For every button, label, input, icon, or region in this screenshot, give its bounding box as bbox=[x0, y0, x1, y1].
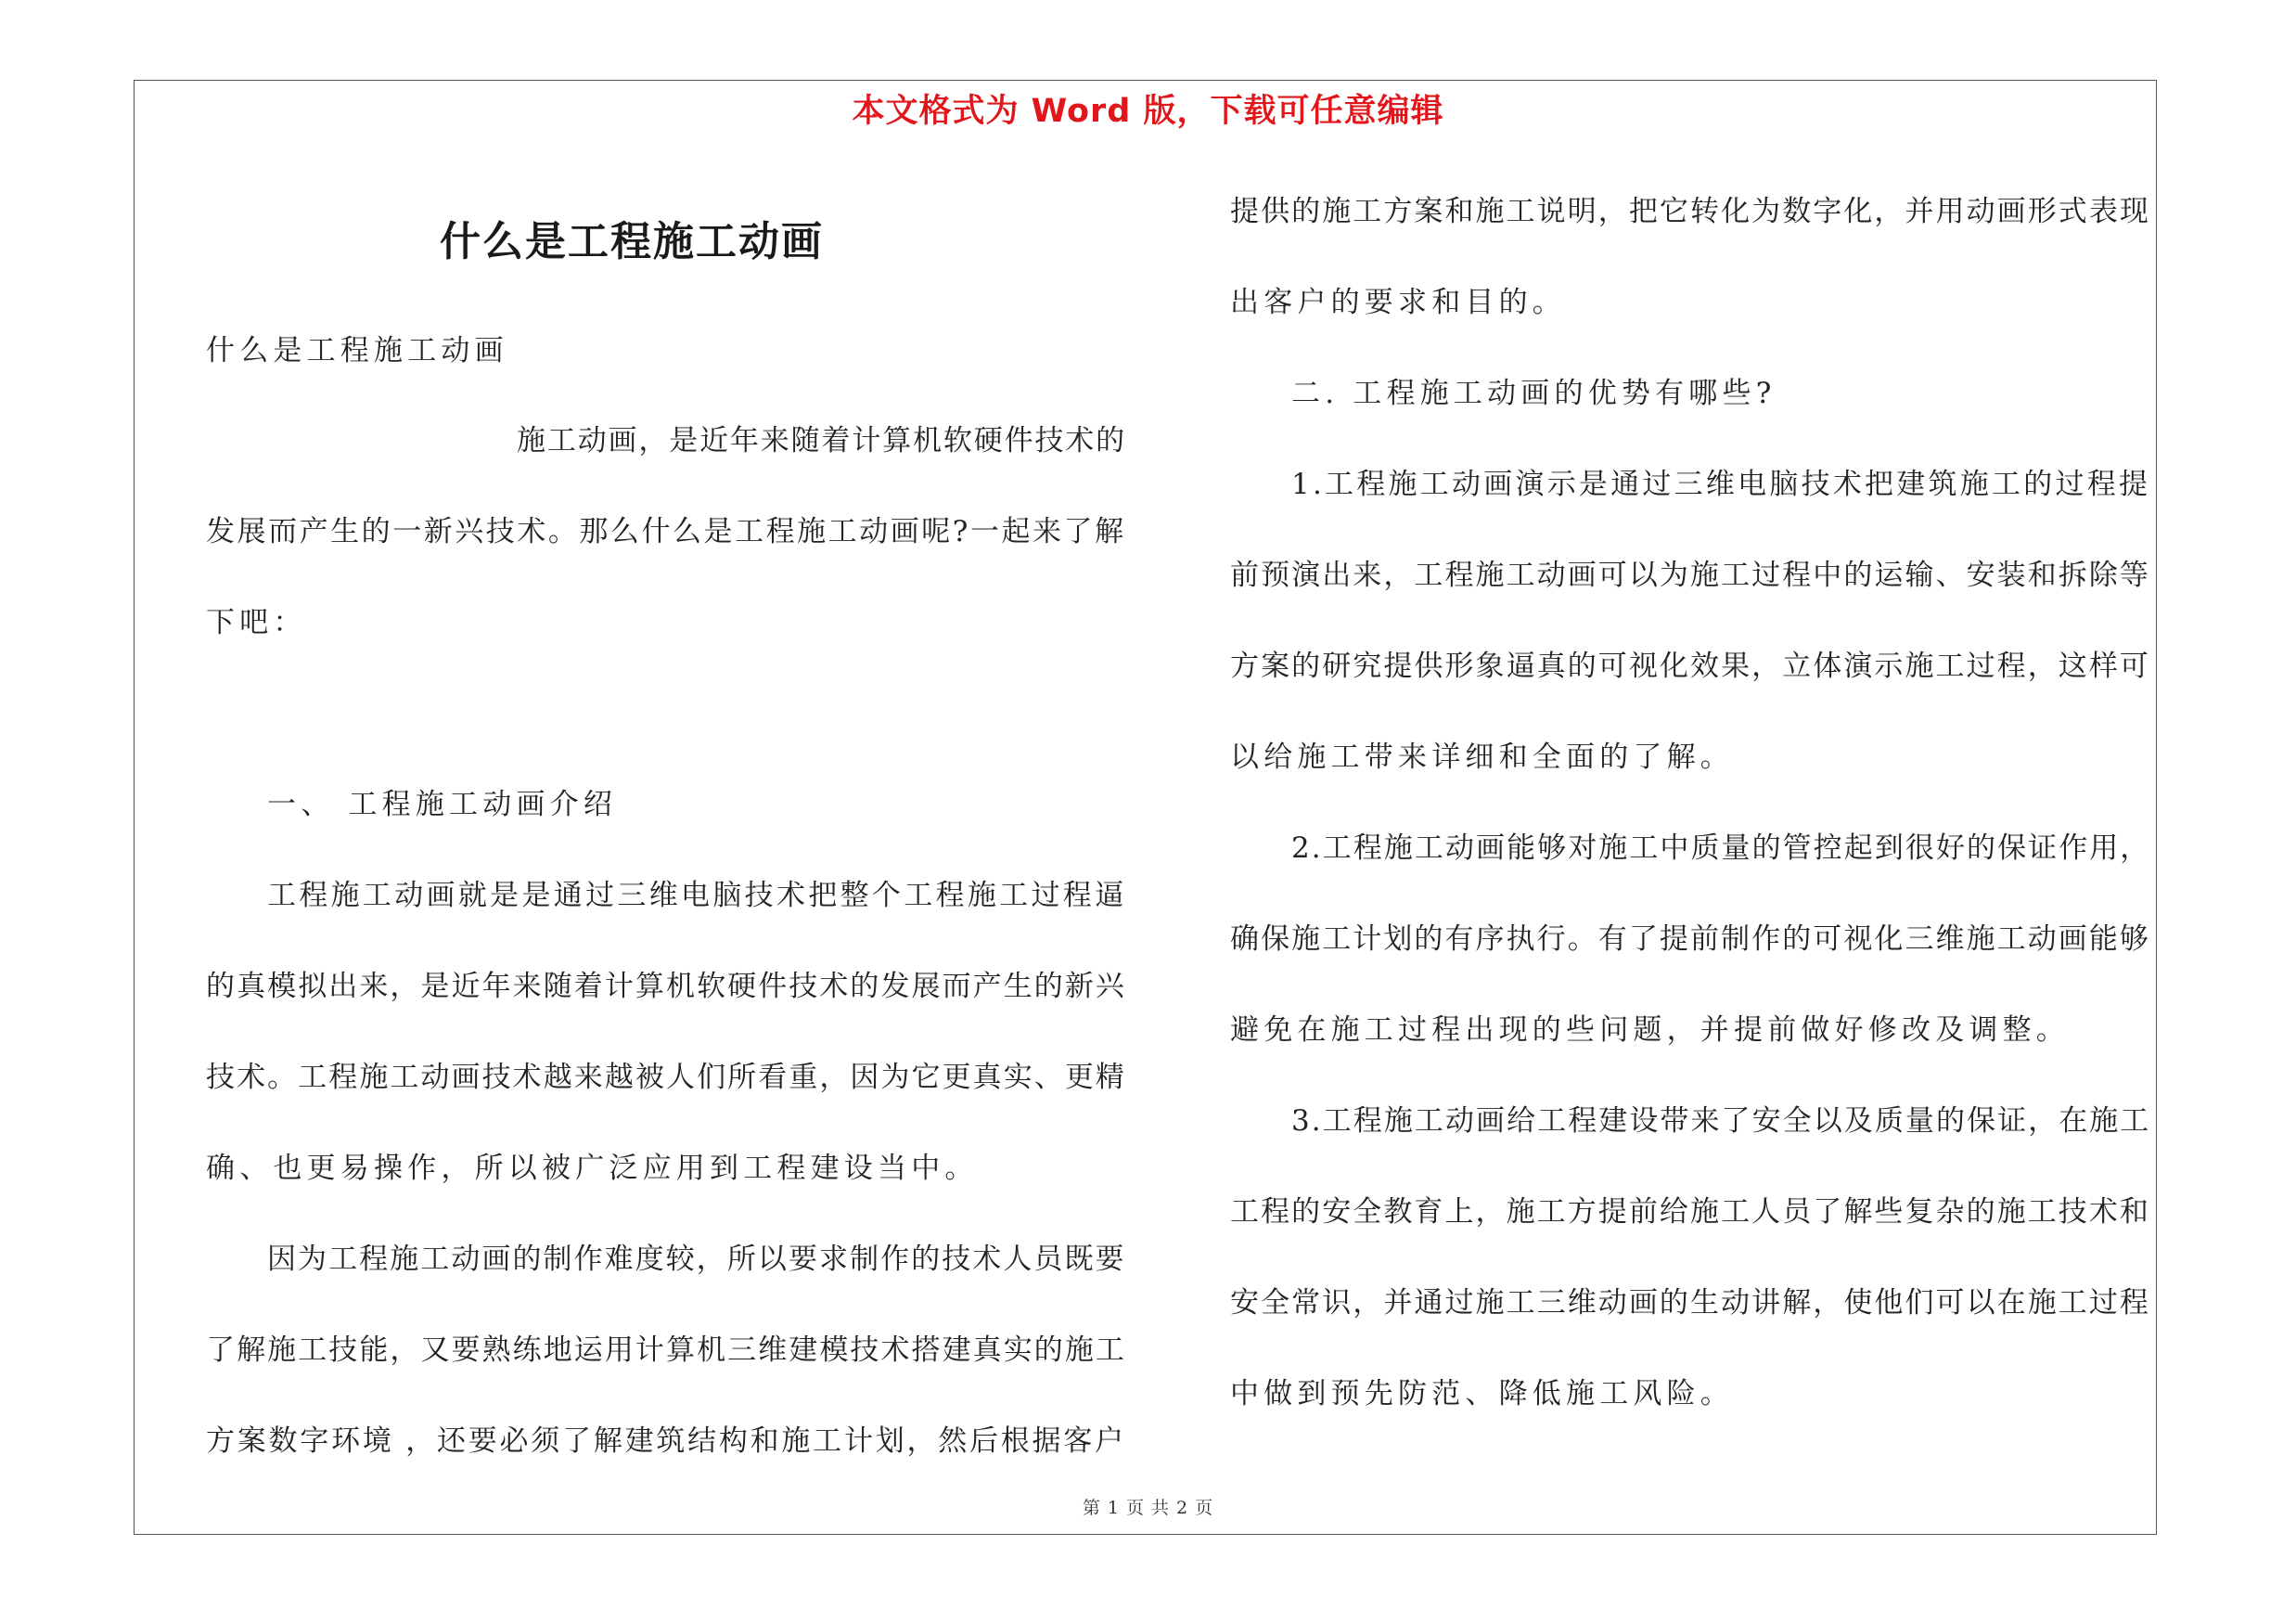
body-line: 避免在施工过程出现的些问题，并提前做好修改及调整。 bbox=[1230, 1013, 2070, 1047]
body-line: 方案数字环境 ，还要必须了解建筑结构和施工计划，然后根据客户 bbox=[206, 1424, 1126, 1458]
body-line: 前预演出来，工程施工动画可以为施工过程中的运输、安装和拆除等 bbox=[1230, 559, 2150, 592]
body-line: 了解施工技能，又要熟练地运用计算机三维建模技术搭建真实的施工 bbox=[206, 1333, 1126, 1367]
body-line: 3.工程施工动画给工程建设带来了安全以及质量的保证，在施工 bbox=[1291, 1104, 2151, 1138]
body-line: 提供的施工方案和施工说明，把它转化为数字化，并用动画形式表现 bbox=[1230, 195, 2150, 228]
body-line: 工程施工动画就是是通过三维电脑技术把整个工程施工过程逼 bbox=[267, 879, 1127, 912]
page-number: 第 1 页 共 2 页 bbox=[1082, 1498, 1214, 1518]
body-line: 安全常识，并通过施工三维动画的生动讲解，使他们可以在施工过程 bbox=[1230, 1286, 2150, 1320]
body-line: 什么是工程施工动画 bbox=[206, 334, 508, 367]
body-line: 确保施工计划的有序执行。有了提前制作的可视化三维施工动画能够 bbox=[1230, 922, 2150, 956]
document-title: 什么是工程施工动画 bbox=[440, 218, 824, 265]
body-line: 下吧： bbox=[206, 606, 307, 639]
body-line: 工程的安全教育上，施工方提前给施工人员了解些复杂的施工技术和 bbox=[1230, 1195, 2150, 1229]
body-line: 的真模拟出来，是近年来随着计算机软硬件技术的发展而产生的新兴 bbox=[206, 970, 1126, 1003]
body-line: 以给施工带来详细和全面的了解。 bbox=[1230, 741, 1734, 774]
body-line: 确、也更易操作，所以被广泛应用到工程建设当中。 bbox=[206, 1152, 979, 1185]
body-line: 技术。工程施工动画技术越来越被人们所看重，因为它更真实、更精 bbox=[206, 1061, 1126, 1094]
body-line: 发展而产生的一新兴技术。那么什么是工程施工动画呢?一起来了解 bbox=[206, 515, 1126, 548]
body-line: 出客户的要求和目的。 bbox=[1230, 286, 1566, 319]
body-line: 中做到预先防范、降低施工风险。 bbox=[1230, 1377, 1734, 1410]
section-heading: 一、 工程施工动画介绍 bbox=[267, 788, 618, 821]
format-banner: 本文格式为 Word 版，下载可任意编辑 bbox=[852, 93, 1444, 130]
body-line: 施工动画，是近年来随着计算机软硬件技术的 bbox=[517, 424, 1126, 457]
body-line: 因为工程施工动画的制作难度较，所以要求制作的技术人员既要 bbox=[267, 1243, 1126, 1276]
body-line: 方案的研究提供形象逼真的可视化效果，立体演示施工过程，这样可 bbox=[1230, 650, 2150, 683]
body-line: 1.工程施工动画演示是通过三维电脑技术把建筑施工的过程提 bbox=[1291, 468, 2151, 501]
body-line: 2.工程施工动画能够对施工中质量的管控起到很好的保证作用， bbox=[1291, 831, 2151, 865]
section-heading: 二. 工程施工动画的优势有哪些? bbox=[1291, 377, 1777, 410]
